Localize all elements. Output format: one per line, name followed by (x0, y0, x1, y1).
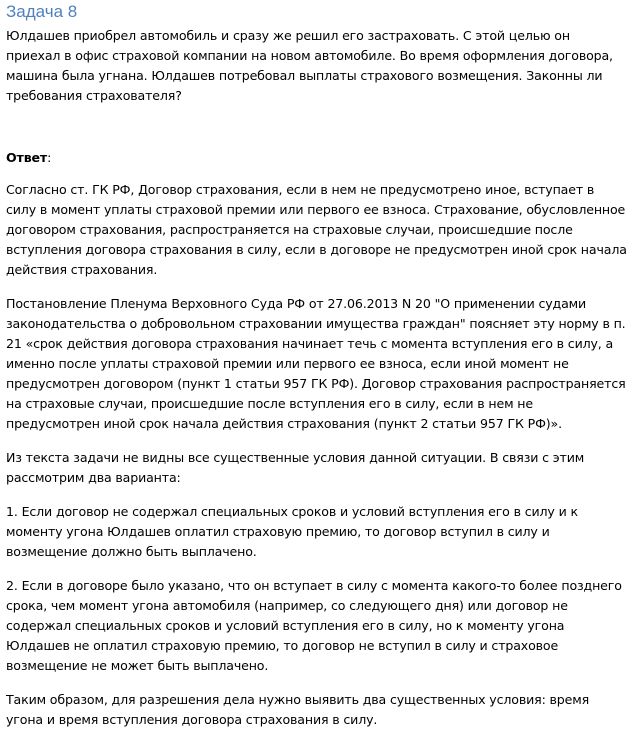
answer-label: Ответ (6, 150, 48, 165)
answer-heading (6, 148, 628, 168)
answer-paragraph-variant-1: 1. Если договор не содержал специальных сроков и условий вступления его в силу и к моменту угона Юлдашев оплатил страховую премию, то договор вступил в силу и возмещение должно быть выплачено. (6, 504, 578, 559)
answer-paragraph-two-variants: Из текста задачи не видны все существенные условия данной ситуации. В связи с этим рассмотрим два варианта: (6, 450, 585, 485)
answer-paragraph-variant-2: 2. Если в договоре было указано, что он вступает в силу с момента какого-то более позднего срока, чем момент угона автомобиля (например, со следующего дня) или договор не содержал специальных сроков и условий вступления его в силу, но к моменту угона Юлдашев не оплатил страховую премию, то договор не вступил в силу и страховое возмещение не может быть выплачено. (6, 578, 622, 673)
answer-paragraph-civil-code: Согласно ст. ГК РФ, Договор страхования, если в нем не предусмотрено иное, вступает в силу в момент уплаты страховой премии или первого ее взноса. Страхование, обусловленное договором страхования, распространяется на страховые случаи, происшедшие после вступления договора страхования в силу, если в договоре не предусмотрен иной срок начала действия страхования. (6, 182, 627, 277)
answer-colon: : (47, 150, 52, 165)
task-title: Задача 8 (6, 2, 78, 21)
answer-paragraph-conclusion: Таким образом, для разрешения дела нужно выявить два существенных условия: время угона и время вступления договора страхования в силу. (6, 692, 589, 727)
answer-paragraph-plenum-resolution: Постановление Пленума Верховного Суда РФ от 27.06.2013 N 20 "О применении судами законодательства о добровольном страховании имущества граждан" поясняет эту норму в п. 21 «срок действия договора страхования начинает течь с момента вступления его в силу, а именно после уплаты страховой премии или первого ее взноса, если иной момент не предусмотрен договором (пункт 1 статьи 957 ГК РФ). Договор страхования распространяется на страховые случаи, происшедшие после вступления его в силу, если в нем не предусмотрен иной срок начала действия страхования (пункт 2 статьи 957 ГК РФ)». (6, 296, 626, 431)
task-text: Юлдашев приобрел автомобиль и сразу же решил его застраховать. С этой целью он приехал в офис страховой компании на новом автомобиле. Во время оформления договора, машина была угнана. Юлдашев потребовал выплаты страхового возмещения. Законны ли требования страхователя? (6, 28, 613, 103)
